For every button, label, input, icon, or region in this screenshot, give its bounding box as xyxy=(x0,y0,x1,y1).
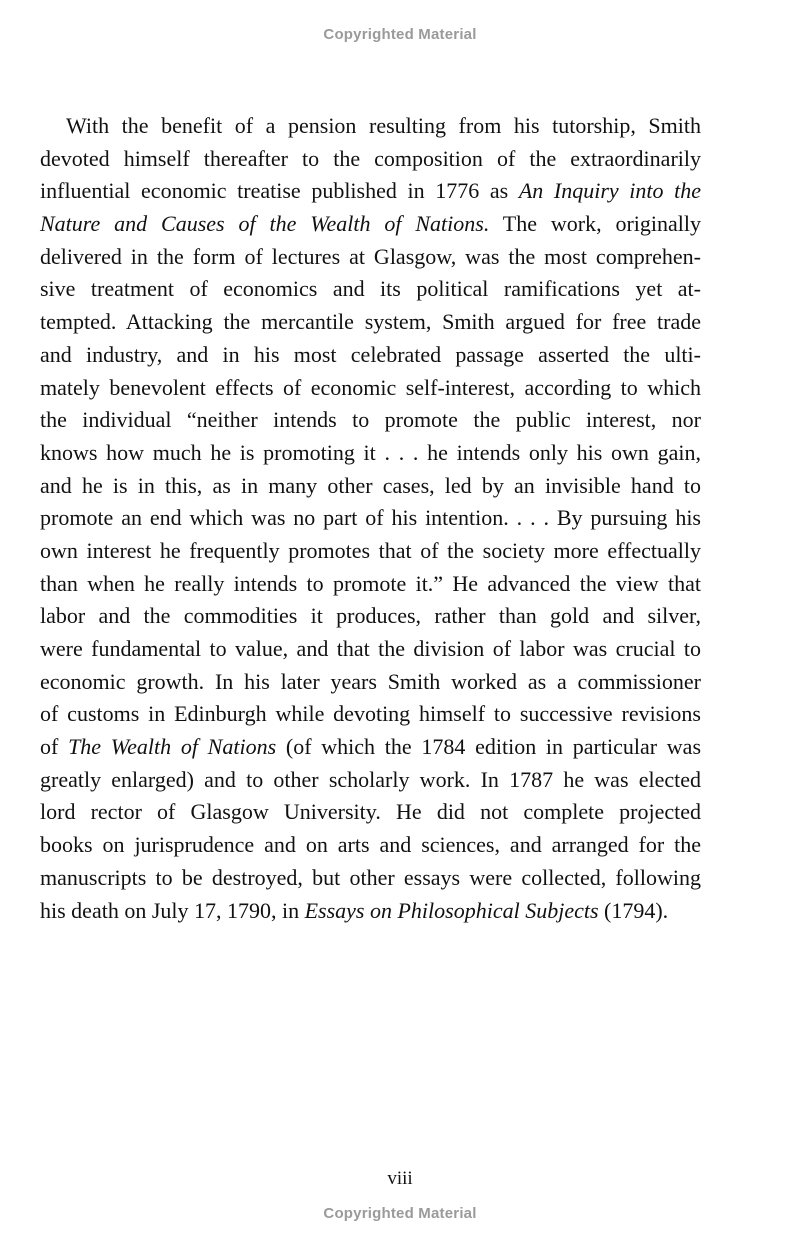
book-title-italic: An Inquiry into the xyxy=(518,178,701,204)
book-title-italic: The Wealth of Nations xyxy=(68,734,277,760)
text-segment: labor and the commodities it produces, rather than gold and silver, xyxy=(40,603,701,629)
text-line xyxy=(40,633,701,666)
text-line xyxy=(40,568,701,601)
text-line xyxy=(40,731,701,764)
text-line xyxy=(40,666,701,699)
text-segment: tempted. Attacking the mercantile system, Smith argued for free trade xyxy=(40,309,701,335)
text-segment: promote an end which was no part of his intention. . . . By pursuing his xyxy=(40,505,701,531)
text-line xyxy=(40,372,701,405)
text-line xyxy=(40,437,701,470)
text-line xyxy=(40,829,701,862)
text-segment: With the benefit of a pension resulting from his tutorship, Smith xyxy=(66,113,701,138)
text-segment: greatly enlarged) and to other scholarly work. In 1787 he was elected xyxy=(40,766,701,792)
text-segment: his death on July 17, 1790, in xyxy=(40,897,305,923)
text-segment: delivered in the form of lectures at Glasgow, was the most comprehen- xyxy=(40,243,701,269)
text-line xyxy=(40,698,701,731)
text-segment: manuscripts to be destroyed, but other essays were collected, following xyxy=(40,864,701,890)
text-line xyxy=(40,862,701,895)
text-segment: (1794). xyxy=(598,897,669,923)
text-segment: own interest he frequently promotes that of the society more effectually xyxy=(40,537,701,563)
text-segment: of xyxy=(40,734,69,760)
text-segment: mately benevolent effects of economic self-interest, according to which xyxy=(40,374,701,400)
text-line xyxy=(40,306,701,339)
copyright-watermark-bottom: Copyrighted Material xyxy=(323,1205,477,1222)
text-line xyxy=(40,175,701,208)
text-segment: influential economic treatise published in 1776 as xyxy=(40,178,519,204)
text-segment: the individual “neither intends to promote the public interest, nor xyxy=(40,407,701,433)
text-segment: sive treatment of economics and its political ramifications yet at- xyxy=(40,276,701,302)
text-segment: The work, originally xyxy=(489,211,702,237)
text-segment: books on jurisprudence and on arts and sciences, and arranged for the xyxy=(40,832,701,858)
book-title-italic: Essays on Philosophical Subjects xyxy=(304,897,599,923)
text-line xyxy=(40,600,701,633)
text-line xyxy=(40,895,701,928)
body-paragraph xyxy=(40,110,701,927)
text-line xyxy=(40,110,701,143)
text-line xyxy=(40,273,701,306)
text-line xyxy=(40,241,701,274)
text-line xyxy=(40,339,701,372)
text-segment: were fundamental to value, and that the division of labor was crucial to xyxy=(40,636,701,661)
text-line xyxy=(40,470,701,503)
text-segment: economic growth. In his later years Smith worked as a commissioner xyxy=(40,668,701,694)
copyright-watermark-top: Copyrighted Material xyxy=(323,26,477,43)
text-line xyxy=(40,208,701,241)
book-title-italic: Nature and Causes of the Wealth of Nations. xyxy=(40,211,490,237)
text-segment: and industry, and in his most celebrated passage asserted the ulti- xyxy=(40,341,701,367)
text-line xyxy=(40,404,701,437)
text-line xyxy=(40,502,701,535)
text-line xyxy=(40,143,701,176)
text-segment: lord rector of Glasgow University. He did not complete projected xyxy=(40,799,701,825)
text-segment: (of which the 1784 edition in particular was xyxy=(276,734,701,760)
page-number: viii xyxy=(387,1168,413,1189)
text-line xyxy=(40,535,701,568)
text-segment: of customs in Edinburgh while devoting himself to successive revisions xyxy=(40,701,701,727)
text-segment: knows how much he is promoting it . . . he intends only his own gain, xyxy=(40,439,701,465)
text-segment: than when he really intends to promote it.” He advanced the view that xyxy=(40,570,701,596)
text-segment: and he is in this, as in many other cases, led by an invisible hand to xyxy=(40,472,701,498)
text-line xyxy=(40,764,701,797)
text-segment: devoted himself thereafter to the composition of the extraordinarily xyxy=(40,145,701,171)
text-line xyxy=(40,796,701,829)
